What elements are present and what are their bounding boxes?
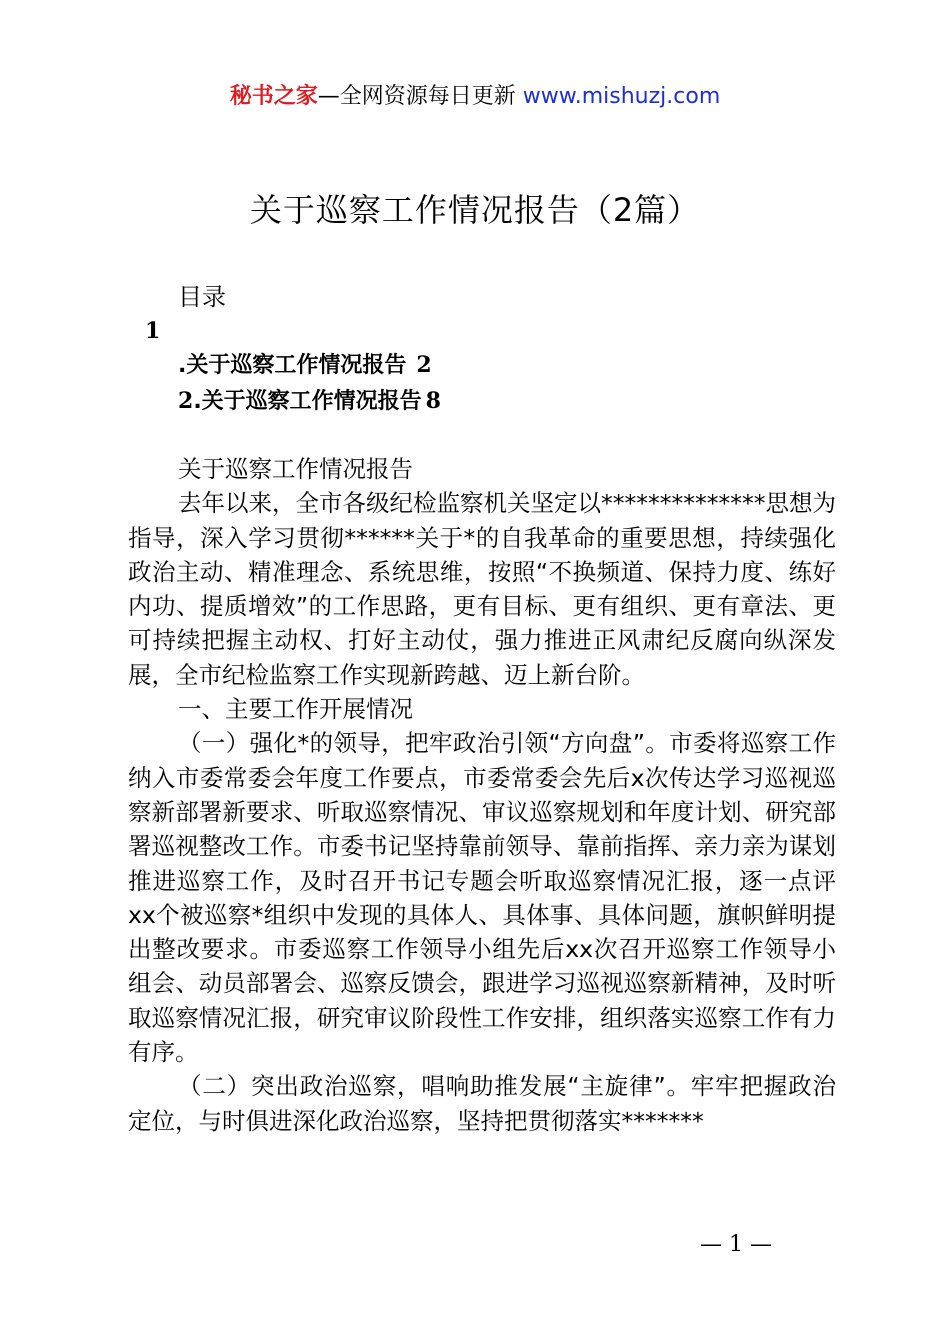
section-title: 关于巡察工作情况报告 [178, 455, 413, 483]
paragraph-1: 去年以来，全市各级纪检监察机关坚定以**************思想为指导，深入学习贯彻******关于*的自我革命的重要思想，持续强化政治主动、精准理念、系统思维，按照“不换频道、保持力度、练好内功、提质增效”的工作思路，更有目标、更有组织、更有章法、更可持续把握主动权、打好主动仗，强力推进正风肃纪反腐向纵深发展，全市纪检监察工作实现新跨越、迈上新台阶。 [128, 489, 836, 689]
heading-1: 一、主要工作开展情况 [178, 695, 413, 724]
toc-item-1-number: 1 [145, 318, 161, 344]
toc-heading: 目录 [178, 283, 226, 311]
header-tagline: —全网资源每日更新 [317, 84, 516, 109]
document-body [128, 452, 836, 1138]
site-url[interactable]: www.mishuzj.com [522, 84, 721, 109]
toc-item-2-number: 2 [178, 388, 194, 414]
toc-item-2-page: 8 [425, 388, 441, 414]
toc-item-1[interactable] [178, 350, 432, 381]
toc-item-2[interactable] [178, 386, 441, 417]
paragraph-2: （一）强化*的领导，把牢政治引领“方向盘”。市委将巡察工作纳入市委常委会年度工作要点，市委常委会先后x次传达学习巡视巡察新部署新要求、听取巡察情况、审议巡察规划和年度计划、研究部署巡视整改工作。市委书记坚持靠前领导、靠前指挥、亲力亲为谋划推进巡察工作，及时召开书记专题会听取巡察情况汇报，逐一点评xx个被巡察*组织中发现的具体人、具体事、具体问题，旗帜鲜明提出整改要求。市委巡察工作领导小组先后xx次召开巡察工作领导小组会、动员部署会、巡察反馈会，跟进学习巡视巡察新精神，及时听取巡察情况汇报，研究审议阶段性工作安排，组织落实巡察工作有力有序。 [128, 729, 836, 1067]
site-header [0, 82, 950, 112]
toc-item-2-text: .关于巡察工作情况报告 [193, 389, 422, 414]
toc-item-1-page: 2 [416, 352, 432, 378]
page-number: — 1 — [700, 1232, 772, 1257]
toc-item-1-text: .关于巡察工作情况报告 [178, 353, 407, 378]
paragraph-3: （二）突出政治巡察，唱响助推发展“主旋律”。牢牢把握政治定位，与时俱进深化政治巡察，坚持把贯彻落实******* [128, 1072, 836, 1135]
brand-name: 秘书之家 [229, 84, 318, 109]
document-title: 关于巡察工作情况报告（2篇） [249, 191, 701, 229]
